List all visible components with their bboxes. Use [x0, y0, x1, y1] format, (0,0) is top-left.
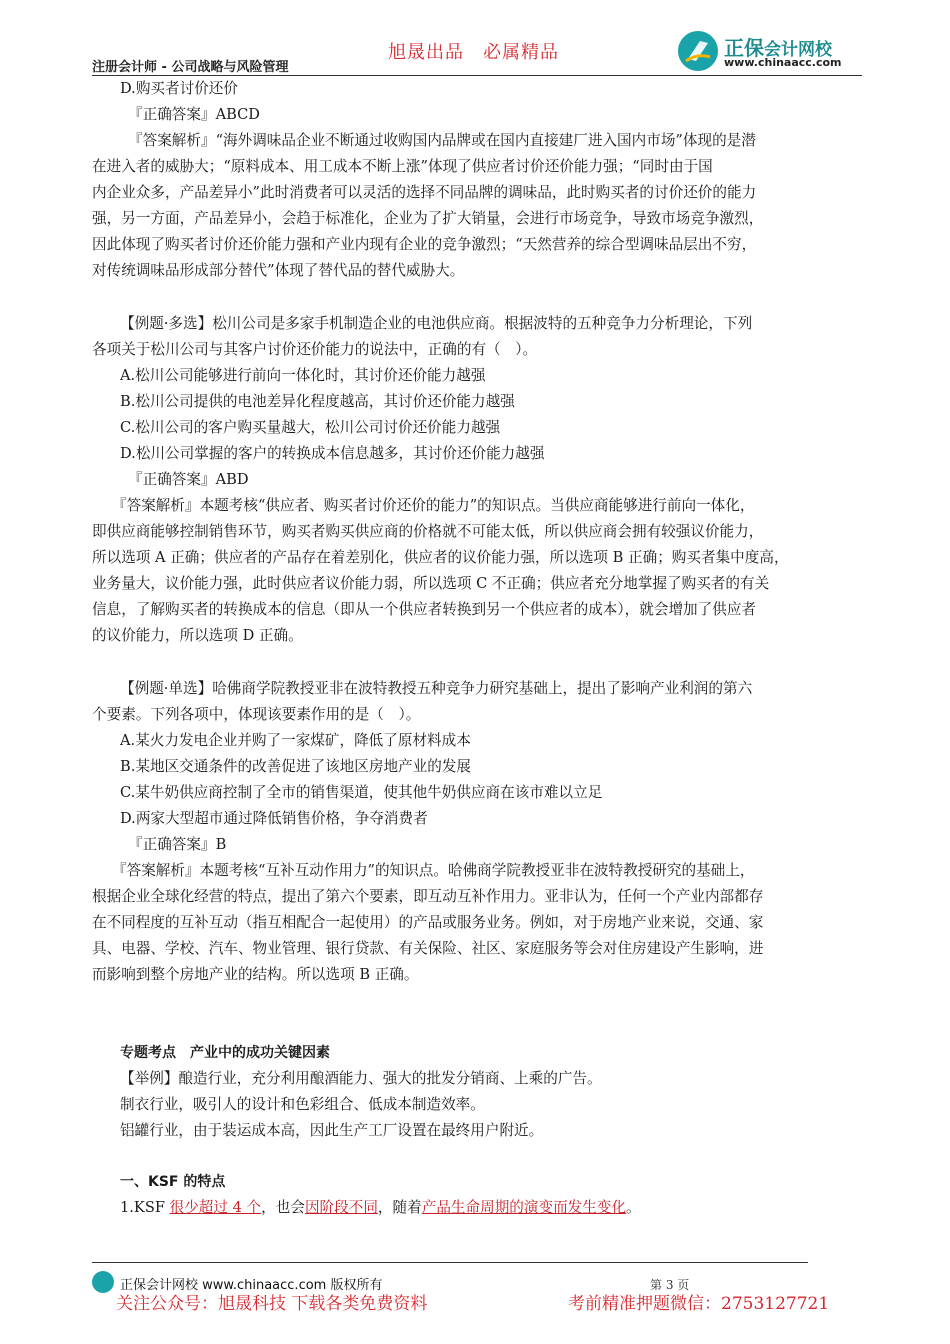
option-a: A.松川公司能够进行前向一体化时，其讨价还价能力越强 [120, 367, 486, 384]
question-stem: 各项关于松川公司与其客户讨价还价能力的说法中，正确的有（ ）。 [92, 341, 538, 358]
question-stem: 【例题·多选】松川公司是多家手机制造企业的电池供应商。根据波特的五种竞争力分析理论，下列 [120, 315, 753, 332]
option-b: B.某地区交通条件的改善促进了该地区房地产业的发展 [120, 758, 472, 775]
example-line: 铝罐行业，由于装运成本高，因此生产工厂设置在最终用户附近。 [120, 1122, 544, 1139]
analysis-line: 『答案解析』本题考核“互补互动作用力”的知识点。哈佛商学院教授亚非在波特教授研究的基础上， [112, 862, 755, 879]
topic-title: 专题考点 产业中的成功关键因素 [120, 1045, 330, 1061]
header-divider [92, 75, 862, 76]
analysis-line: 内企业众多，产品差异小”此时消费者可以灵活的选择不同品牌的调味品，此时购买者的讨价还价的能力 [92, 184, 757, 201]
brand-logo[interactable] [678, 31, 868, 73]
analysis-line: 的议价能力，所以选项 D 正确。 [92, 627, 303, 644]
page-number: 第 3 页 [650, 1278, 690, 1292]
analysis-line: 因此体现了购买者讨价还价能力强和产业内现有企业的竞争激烈；“天然营养的综合型调味品层出不穷， [92, 236, 757, 253]
footer-promo: 关注公众号：旭晟科技 下载各类免费资料 [116, 1294, 428, 1314]
footer-logo-icon [92, 1271, 114, 1293]
analysis-line: 具、电器、学校、汽车、物业管理、银行贷款、有关保险、社区、家庭服务等会对住房建设产生影响，进 [92, 940, 764, 957]
analysis-line: 信息，了解购买者的转换成本的信息（即从一个供应者转换到另一个供应者的成本），就会增加了供应者 [92, 601, 757, 618]
analysis-line: 业务量大，议价能力强，此时供应者议价能力弱，所以选项 C 不正确；供应者充分地掌握了购买者的有关 [92, 575, 770, 592]
option-a: A.某火力发电企业并购了一家煤矿，降低了原材料成本 [120, 732, 471, 749]
analysis-line: 而影响到整个房地产业的结构。所以选项 B 正确。 [92, 966, 419, 983]
analysis-line: 对传统调味品形成部分替代”体现了替代品的替代威胁大。 [92, 262, 465, 279]
analysis-line: 强，另一方面，产品差异小，会趋于标准化，企业为了扩大销量，会进行市场竞争，导致市场竞争激烈， [92, 210, 764, 227]
analysis-line: 『答案解析』“海外调味品企业不断通过收购国内品牌或在国内直接建厂进入国内市场”体现的是潜 [128, 132, 756, 149]
option-c: C.某牛奶供应商控制了全市的销售渠道，使其他牛奶供应商在该市难以立足 [120, 784, 603, 801]
logo-url[interactable]: www.chinaacc.com [724, 56, 842, 69]
logo-name: 正保会计网校 [724, 36, 832, 60]
option-c: C.松川公司的客户购买量越大，松川公司讨价还价能力越强 [120, 419, 501, 436]
highlight-text: 产品生命周期的演变而发生变化 [421, 1199, 627, 1216]
footer-wechat: 考前精准押题微信：2753127721 [568, 1294, 830, 1314]
option-d: D.购买者讨价还价 [120, 80, 238, 97]
analysis-line: 在不同程度的互补互动（指互相配合一起使用）的产品或服务业务。例如，对于房地产业来说，交通、家 [92, 914, 764, 931]
correct-answer: 『正确答案』B [128, 836, 227, 853]
option-b: B.松川公司提供的电池差异化程度越高，其讨价还价能力越强 [120, 393, 515, 410]
section-heading: 一、KSF 的特点 [120, 1174, 226, 1190]
option-d: D.松川公司掌握的客户的转换成本信息越多，其讨价还价能力越强 [120, 445, 545, 462]
correct-answer: 『正确答案』ABD [128, 471, 249, 488]
ksf-point-1: 1.KSF 很少超过 4 个，也会因阶段不同，随着产品生命周期的演变而发生变化。 [120, 1199, 641, 1216]
example-line: 【举例】酿造行业，充分利用酿酒能力、强大的批发分销商、上乘的广告。 [120, 1070, 602, 1087]
highlight-text: 很少超过 4 个 [169, 1199, 262, 1216]
analysis-line: 所以选项 A 正确；供应者的产品存在着差别化，供应者的议价能力强，所以选项 B 正确；购买者集中度高， [92, 549, 789, 566]
logo-emblem-icon [678, 31, 718, 71]
analysis-line: 『答案解析』本题考核“供应者、购买者讨价还价的能力”的知识点。当供应商能够进行前向一体化， [112, 497, 755, 514]
analysis-line: 即供应商能够控制销售环节，购买者购买供应商的价格就不可能太低，所以供应商会拥有较强议价能力， [92, 523, 764, 540]
example-line: 制衣行业，吸引人的设计和色彩组合、低成本制造效率。 [120, 1096, 485, 1113]
footer-divider [92, 1262, 808, 1263]
header-slogan: 旭晟出品 必属精品 [388, 42, 559, 63]
highlight-text: 因阶段不同 [304, 1199, 378, 1216]
course-title: 注册会计师 - 公司战略与风险管理 [92, 60, 289, 75]
option-d: D.两家大型超市通过降低销售价格，争夺消费者 [120, 810, 428, 827]
analysis-line: 在进入者的威胁大；“原料成本、用工成本不断上涨”体现了供应者讨价还价能力强；“同时由于国 [92, 158, 713, 175]
question-stem: 个要素。下列各项中，体现该要素作用的是（ ）。 [92, 706, 421, 723]
question-stem: 【例题·单选】哈佛商学院教授亚非在波特教授五种竞争力研究基础上，提出了影响产业利润的第六 [120, 680, 753, 697]
footer-copyright: 正保会计网校 www.chinaacc.com 版权所有 [120, 1278, 383, 1293]
analysis-line: 根据企业全球化经营的特点，提出了第六个要素，即互动互补作用力。亚非认为，任何一个产业内部都存 [92, 888, 764, 905]
correct-answer: 『正确答案』ABCD [128, 106, 260, 123]
